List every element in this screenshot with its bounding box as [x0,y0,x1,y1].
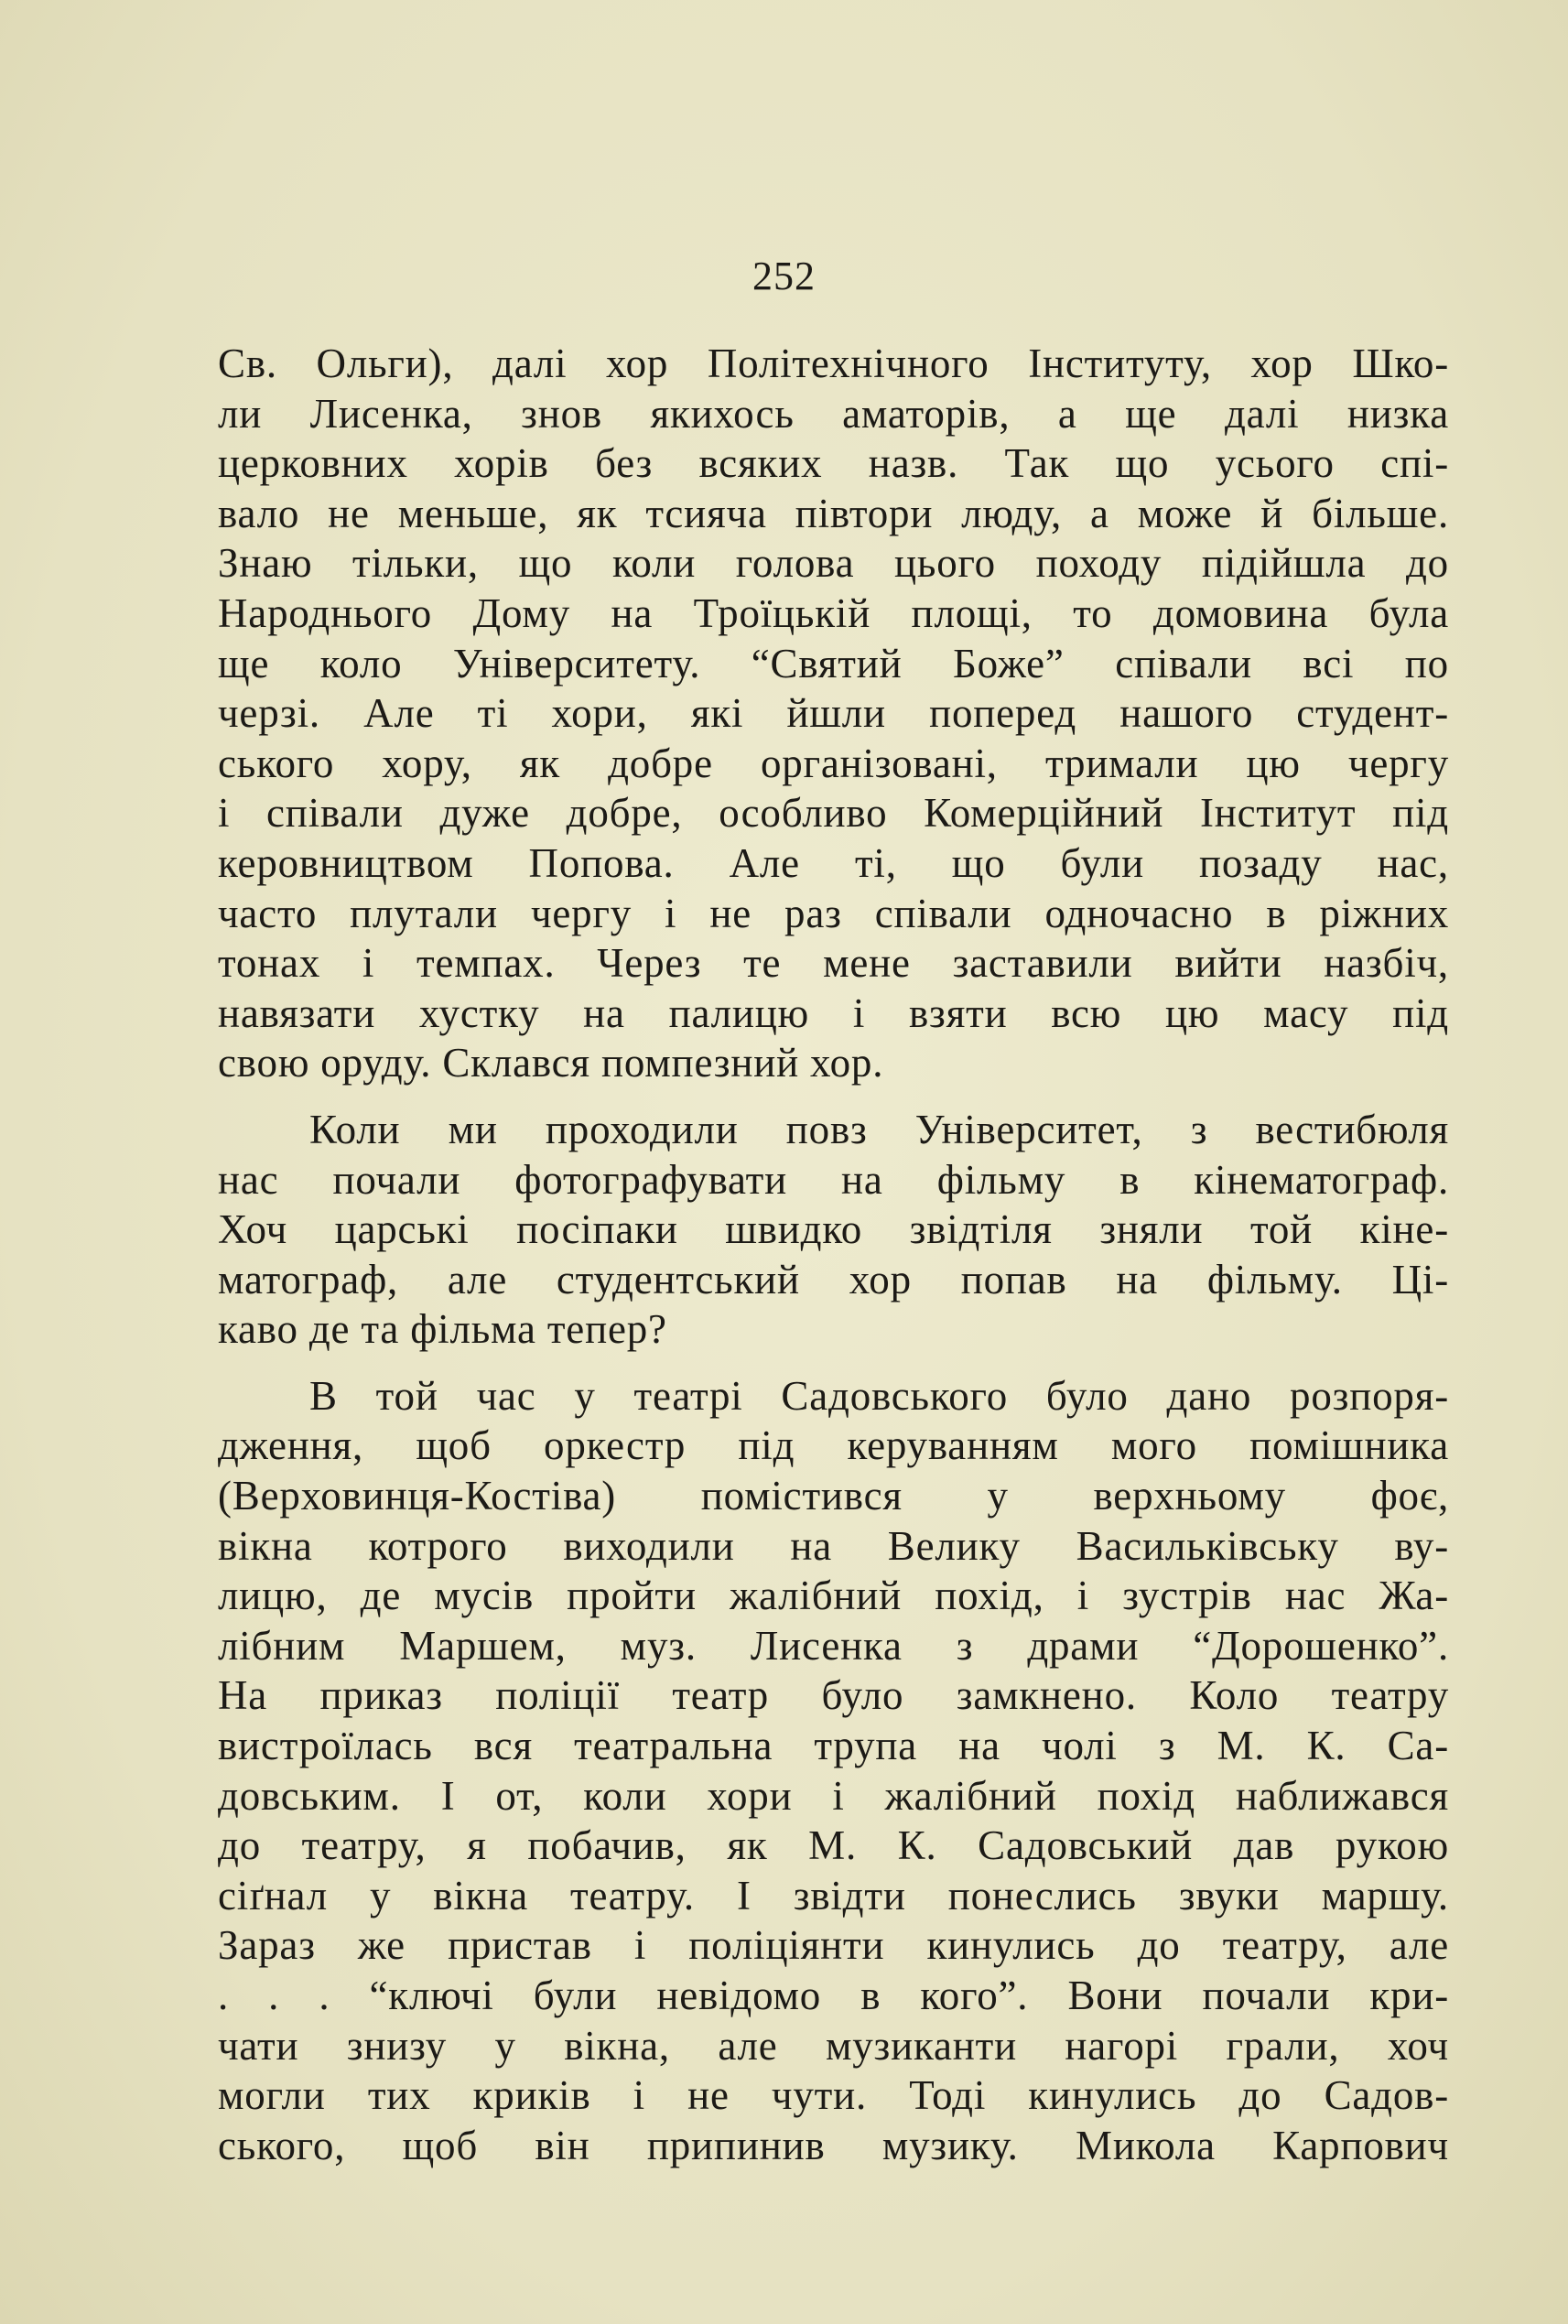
text-line: На приказ поліції театр було замкнено. Коло театру [218,1672,1449,1719]
text-line: ще коло Університету. “Святий Боже” співали всі по [218,640,1449,686]
text-line: до театру, я побачив, як М. К. Садовський дав рукою [218,1822,1449,1869]
text-line: черзі. Але ті хори, які йшли поперед нашого студент- [218,690,1449,737]
text-line: матограф, але студентський хор попав на фільму. Ці- [218,1256,1449,1303]
body-text [218,339,1449,2170]
text-line: і співали дуже добре, особливо Комерційний Інститут під [218,790,1449,837]
text-line: Знаю тільки, що коли голова цього походу підійшла до [218,540,1449,587]
text-line: керовництвом Попова. Але ті, що були позаду нас, [218,839,1449,886]
text-line: довським. І от, коли хори і жалібний похід наближався [218,1772,1449,1819]
text-line: свою оруду. Склався помпезний хор. [218,1040,884,1086]
text-line: вікна котрого виходили на Велику Васильківську ву- [218,1522,1449,1569]
text-line: часто плутали чергу і не раз співали одночасно в ріжних [218,890,1449,936]
text-line: тонах і темпах. Через те мене заставили вийти назбіч, [218,940,1449,987]
text-line: навязати хустку на палицю і взяти всю цю масу під [218,989,1449,1036]
text-line: лібним Маршем, муз. Лисенка з драми “Дорошенко”. [218,1622,1449,1669]
text-line: Св. Ольги), далі хор Політехнічного Інституту, хор Шко- [218,340,1449,386]
page-number: 252 [752,254,816,298]
text-line: (Верховинця-Костіва) помістився у верхньому фоє, [218,1473,1449,1519]
text-line: . . . “ключі були невідомо в кого”. Вони почали кри- [218,1973,1449,2018]
text-line: Зараз же пристав і поліціянти кинулись до театру, але [218,1922,1449,1969]
text-line: Хоч царські посіпаки швидко звідтіля зняли той кіне- [218,1206,1449,1253]
text-line: могли тих криків і не чути. Тоді кинулись до Садов- [218,2072,1449,2119]
text-line: ського, щоб він припинив музику. Микола Карпович [218,2122,1449,2168]
paragraph [218,339,1449,1088]
text-line: вало не меньше, як тсияча півтори люду, а може й більше. [218,490,1449,536]
paragraph [218,1105,1449,1355]
text-line: Народнього Дому на Троїцькій площі, то домовина була [218,589,1449,636]
text-line: каво де та фільма тепер? [218,1306,667,1353]
text-line: дження, щоб оркестр під керуванням мого помішника [218,1422,1449,1469]
text-line: ли Лисенка, знов якихось аматорів, а ще далі низка [218,390,1449,437]
text-line: церковних хорів без всяких назв. Так що усього спі- [218,440,1449,487]
text-line: В той час у театрі Садовського було дано розпоря- [309,1372,1449,1419]
text-line: сіґнал у вікна театру. І звідти понеслись звуки маршу. [218,1872,1449,1919]
text-line: вистроїлась вся театральна трупа на чолі з М. К. Са- [218,1723,1449,1769]
text-line: нас почали фотографувати на фільму в кінематограф. [218,1156,1449,1203]
text-line: чати знизу у вікна, але музиканти нагорі грали, хоч [218,2022,1449,2069]
text-line: ського хору, як добре організовані, тримали цю чергу [218,740,1449,786]
text-line: лицю, де мусів пройти жалібний похід, і зустрів нас Жа- [218,1573,1449,1619]
text-line: Коли ми проходили повз Університет, з вестибюля [309,1106,1449,1152]
paragraph [218,1371,1449,2171]
